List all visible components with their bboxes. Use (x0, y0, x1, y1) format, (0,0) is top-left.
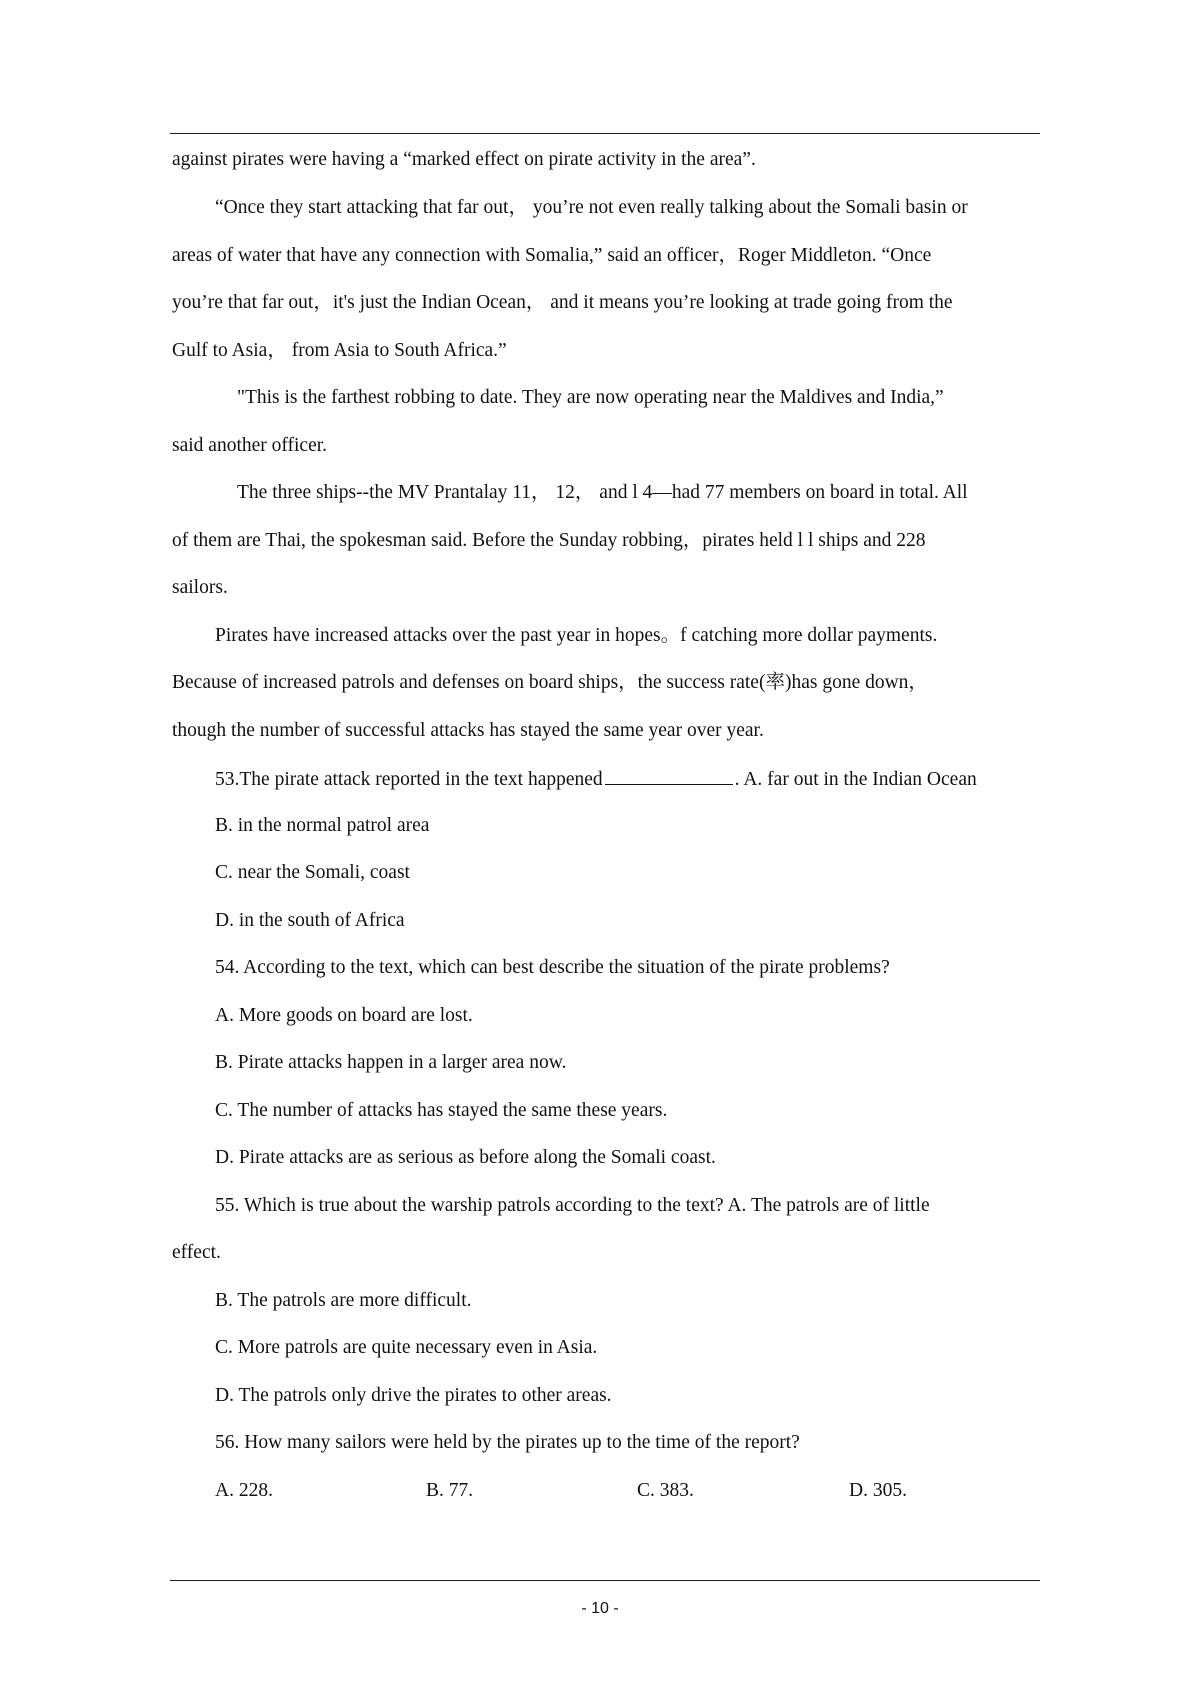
question-option-d: D. Pirate attacks are as serious as before along the Somali coast. (215, 1147, 716, 1168)
page-number: - 10 - (581, 1600, 619, 1617)
paragraph-line: you’re that far out，it's just the Indian Ocean， and it means you’re looking at trade going from the (172, 292, 953, 313)
paragraph-line: Because of increased patrols and defenses on board ships，the success rate(率)has gone down， (172, 672, 928, 693)
paragraph-line: against pirates were having a “marked effect on pirate activity in the area”. (172, 149, 756, 170)
header-rule (170, 133, 1040, 134)
question-options-row (0, 1479, 1200, 1503)
question-stem-continued: effect. (172, 1242, 221, 1263)
paragraph-line: Pirates have increased attacks over the past year in hopes。f catching more dollar payments. (215, 625, 938, 646)
paragraph-line: said another officer. (172, 435, 328, 456)
question-stem: 55. Which is true about the warship patrols according to the text? A. The patrols are of little (215, 1195, 930, 1216)
paragraph-line: areas of water that have any connection with Somalia,” said an officer，Roger Middleton. “Once (172, 245, 932, 266)
question-stem: 56. How many sailors were held by the pirates up to the time of the report? (215, 1432, 800, 1453)
question-stem: 54. According to the text, which can best describe the situation of the pirate problems? (215, 957, 890, 978)
question-option-b: B. 77. (426, 1480, 474, 1501)
paragraph-line: of them are Thai, the spokesman said. Before the Sunday robbing，pirates held l l ships and 228 (172, 530, 926, 551)
paragraph-line: The three ships--the MV Prantalay 11， 12， and l 4—had 77 members on board in total. All (237, 482, 968, 503)
question-option-b: B. in the normal patrol area (215, 815, 430, 836)
question-option-b: B. Pirate attacks happen in a larger area now. (215, 1052, 567, 1073)
question-option-d: D. in the south of Africa (215, 910, 405, 931)
paragraph-line: Gulf to Asia， from Asia to South Africa.” (172, 340, 507, 361)
question-option-a: A. More goods on board are lost. (215, 1005, 473, 1026)
question-option-c: C. near the Somali, coast (215, 862, 410, 883)
question-option-a: A. 228. (215, 1480, 273, 1501)
paragraph-line: though the number of successful attacks has stayed the same year over year. (172, 720, 764, 741)
question-stem-text: 53.The pirate attack reported in the text happened (215, 769, 603, 790)
footer-rule (170, 1580, 1040, 1581)
question-option-c: C. More patrols are quite necessary even in Asia. (215, 1337, 598, 1358)
question-option-c: C. 383. (637, 1480, 694, 1501)
question-option-a: . A. far out in the Indian Ocean (734, 769, 977, 790)
paragraph-line: "This is the farthest robbing to date. They are now operating near the Maldives and India,” (237, 387, 944, 408)
question-option-d: D. The patrols only drive the pirates to other areas. (215, 1385, 612, 1406)
answer-blank (605, 766, 733, 785)
paragraph-line: sailors. (172, 577, 228, 598)
question-stem (215, 766, 977, 792)
question-option-c: C. The number of attacks has stayed the same these years. (215, 1100, 668, 1121)
question-option-d: D. 305. (849, 1480, 907, 1501)
question-option-b: B. The patrols are more difficult. (215, 1290, 472, 1311)
paragraph-line: “Once they start attacking that far out， you’re not even really talking about the Somali basin or (215, 197, 968, 218)
